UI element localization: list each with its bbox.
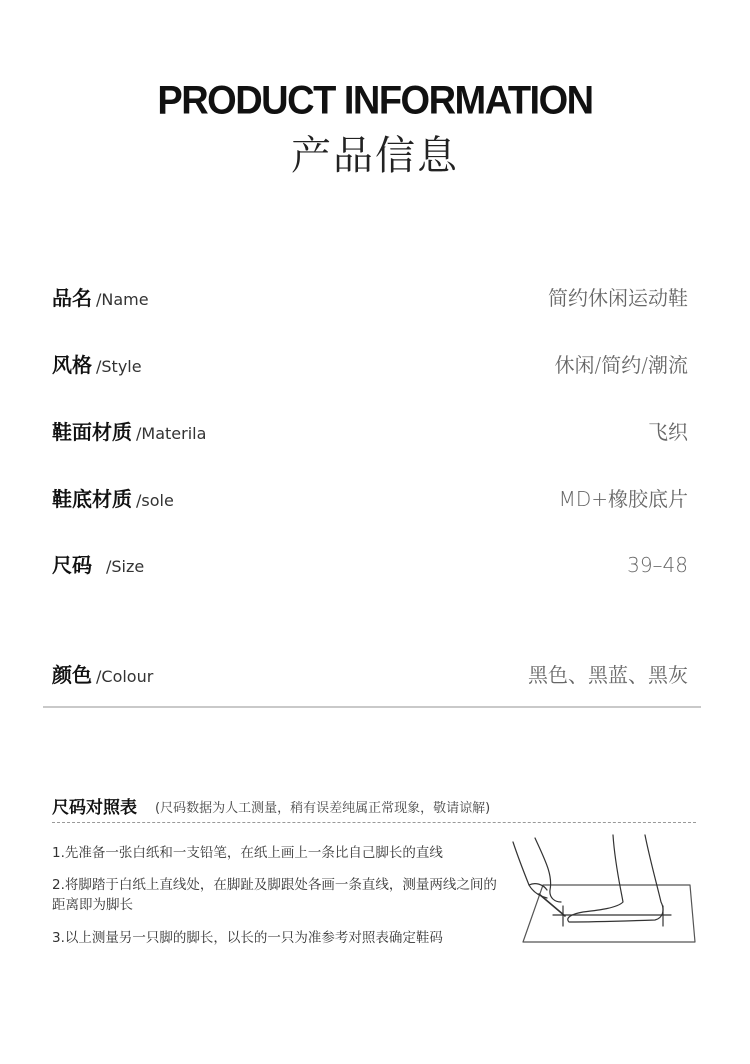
foot-measure-illustration <box>505 830 700 955</box>
spec-value: 飞织 <box>648 420 688 444</box>
spec-label: 鞋底材质 /sole <box>52 487 174 511</box>
title-english: PRODUCT INFORMATION <box>157 78 593 124</box>
spec-value: 简约休闲运动鞋 <box>548 286 688 310</box>
title-chinese: 产品信息 <box>291 133 459 179</box>
spec-row-upper-material <box>52 417 688 457</box>
spec-value: 39–48 <box>627 553 688 577</box>
spec-row-name <box>52 283 688 323</box>
spec-row-style <box>52 350 688 390</box>
spec-label: 尺码 /Size <box>52 553 145 577</box>
spec-row-size <box>52 550 688 590</box>
section-divider <box>43 706 701 708</box>
spec-row-colour <box>52 660 688 700</box>
size-chart-title: 尺码对照表 <box>52 798 137 818</box>
spec-row-sole-material <box>52 484 688 524</box>
spec-value: 黑色、黑蓝、黑灰 <box>528 663 688 687</box>
measure-step-3: 3.以上测量另一只脚的脚长，以长的一只为准参考对照表确定鞋码 <box>52 930 443 946</box>
spec-label: 品名 /Name <box>52 286 149 310</box>
spec-label: 颜色 /Colour <box>52 663 154 687</box>
measure-step-1: 1.先准备一张白纸和一支铅笔，在纸上画上一条比自己脚长的直线 <box>52 845 443 861</box>
measure-step-2: 2.将脚踏于白纸上直线处，在脚趾及脚跟处各画一条直线，测量两线之间的距离即为脚长 <box>52 877 497 913</box>
spec-value: 休闲/简约/潮流 <box>554 353 688 377</box>
spec-label: 鞋面材质 /Materila <box>52 420 207 444</box>
size-chart-note: (尺码数据为人工测量，稍有误差纯属正常现象，敬请谅解) <box>155 801 491 816</box>
spec-value: MD+橡胶底片 <box>558 487 688 511</box>
spec-label: 风格 /Style <box>52 353 142 377</box>
dashed-divider <box>52 822 696 823</box>
